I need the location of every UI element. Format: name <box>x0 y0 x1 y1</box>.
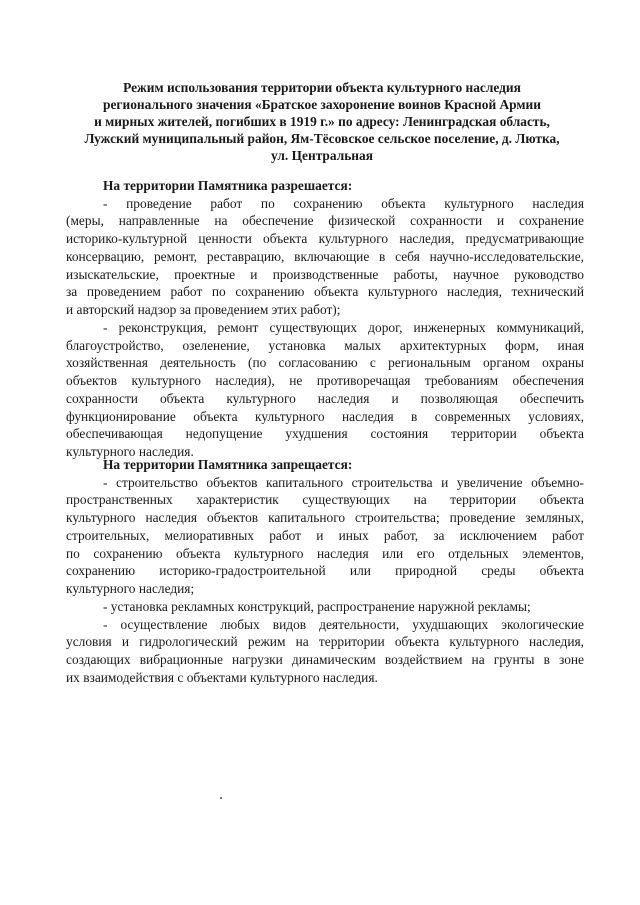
text-line: - реконструкция, ремонт существующих дорог, инженерных коммуникаций, <box>103 319 584 335</box>
text-line: обеспечивающая недопущение ухудшения состояния территории объекта <box>66 426 584 442</box>
text-line: сохранению историко-градостроительной или природной среды объекта <box>66 563 584 579</box>
prohibited-item <box>66 598 584 616</box>
text-line: - осуществление любых видов деятельности, ухудшающих экологические <box>103 616 584 632</box>
text-line: объектов культурного наследия), не противоречащая требованиям обеспечения <box>66 373 584 389</box>
text-line: - проведение работ по сохранению объекта культурного наследия <box>103 195 584 211</box>
prohibited-item <box>66 616 584 687</box>
title-line: регионального значения «Братское захоронение воинов Красной Армии <box>103 97 541 112</box>
permitted-item <box>66 195 584 319</box>
title-line: Лужский муниципальный район, Ям-Тёсовское сельское поселение, д. Лютка, <box>84 131 560 146</box>
text-line: создающих вибрационные нагрузки динамическим воздействием на грунты в зоне <box>66 652 584 668</box>
text-line: - установка рекламных конструкций, распространение наружной рекламы; <box>103 598 531 614</box>
permitted-item <box>66 319 584 461</box>
text-line: пространственных характеристик существующих на территории объекта <box>66 492 584 508</box>
text-line: условия и гидрологический режим на территории объекта культурного наследия, <box>66 634 584 650</box>
text-line: - строительство объектов капитального строительства и увеличение объемно- <box>103 474 584 490</box>
text-line: благоустройство, озеленение, установка малых архитектурных форм, иная <box>66 337 584 353</box>
text-line: функционирование объекта культурного наследия в современных условиях, <box>66 408 584 424</box>
text-line: за проведением работ по сохранению объекта культурного наследия, технический <box>66 284 584 300</box>
text-line: строительных, мелиоративных работ и иных работ, за исключением работ <box>66 527 584 543</box>
text-line: изыскательские, проектные и производственные работы, научное руководство <box>66 266 584 282</box>
prohibited-item <box>66 474 584 598</box>
document-title <box>60 79 584 164</box>
title-line: Режим использования территории объекта культурного наследия <box>123 80 521 95</box>
title-line: ул. Центральная <box>271 148 373 163</box>
text-line: и авторский надзор за проведением этих работ); <box>66 302 341 318</box>
title-line: и мирных жителей, погибших в 1919 г.» по адресу: Ленинградская область, <box>94 114 550 129</box>
text-line: (меры, направленные на обеспечение физической сохранности и сохранение <box>66 213 584 229</box>
text-line: по сохранению объекта культурного наследия или его отдельных элементов, <box>66 545 584 561</box>
text-line: их взаимодействия с объектами культурного наследия. <box>66 669 378 685</box>
permitted-section <box>66 177 584 461</box>
text-line: историко-культурной ценности объекта культурного наследия, предусматривающие <box>66 231 584 247</box>
text-line: культурного наследия; <box>66 581 195 597</box>
permitted-heading: На территории Памятника разрешается: <box>103 178 353 193</box>
scan-speck <box>220 797 222 799</box>
text-line: культурного наследия объектов капитального строительства; проведение земляных, <box>66 510 584 526</box>
prohibited-heading: На территории Памятника запрещается: <box>103 457 353 472</box>
text-line: консервацию, ремонт, реставрацию, включающие в себя научно-исследовательские, <box>66 248 584 264</box>
text-line: хозяйственная деятельность (по согласованию с региональным органом охраны <box>66 355 584 371</box>
text-line: сохранности объекта культурного наследия и позволяющая обеспечить <box>66 390 584 406</box>
prohibited-section <box>66 456 584 687</box>
text-line: культурного наследия. <box>66 444 194 460</box>
